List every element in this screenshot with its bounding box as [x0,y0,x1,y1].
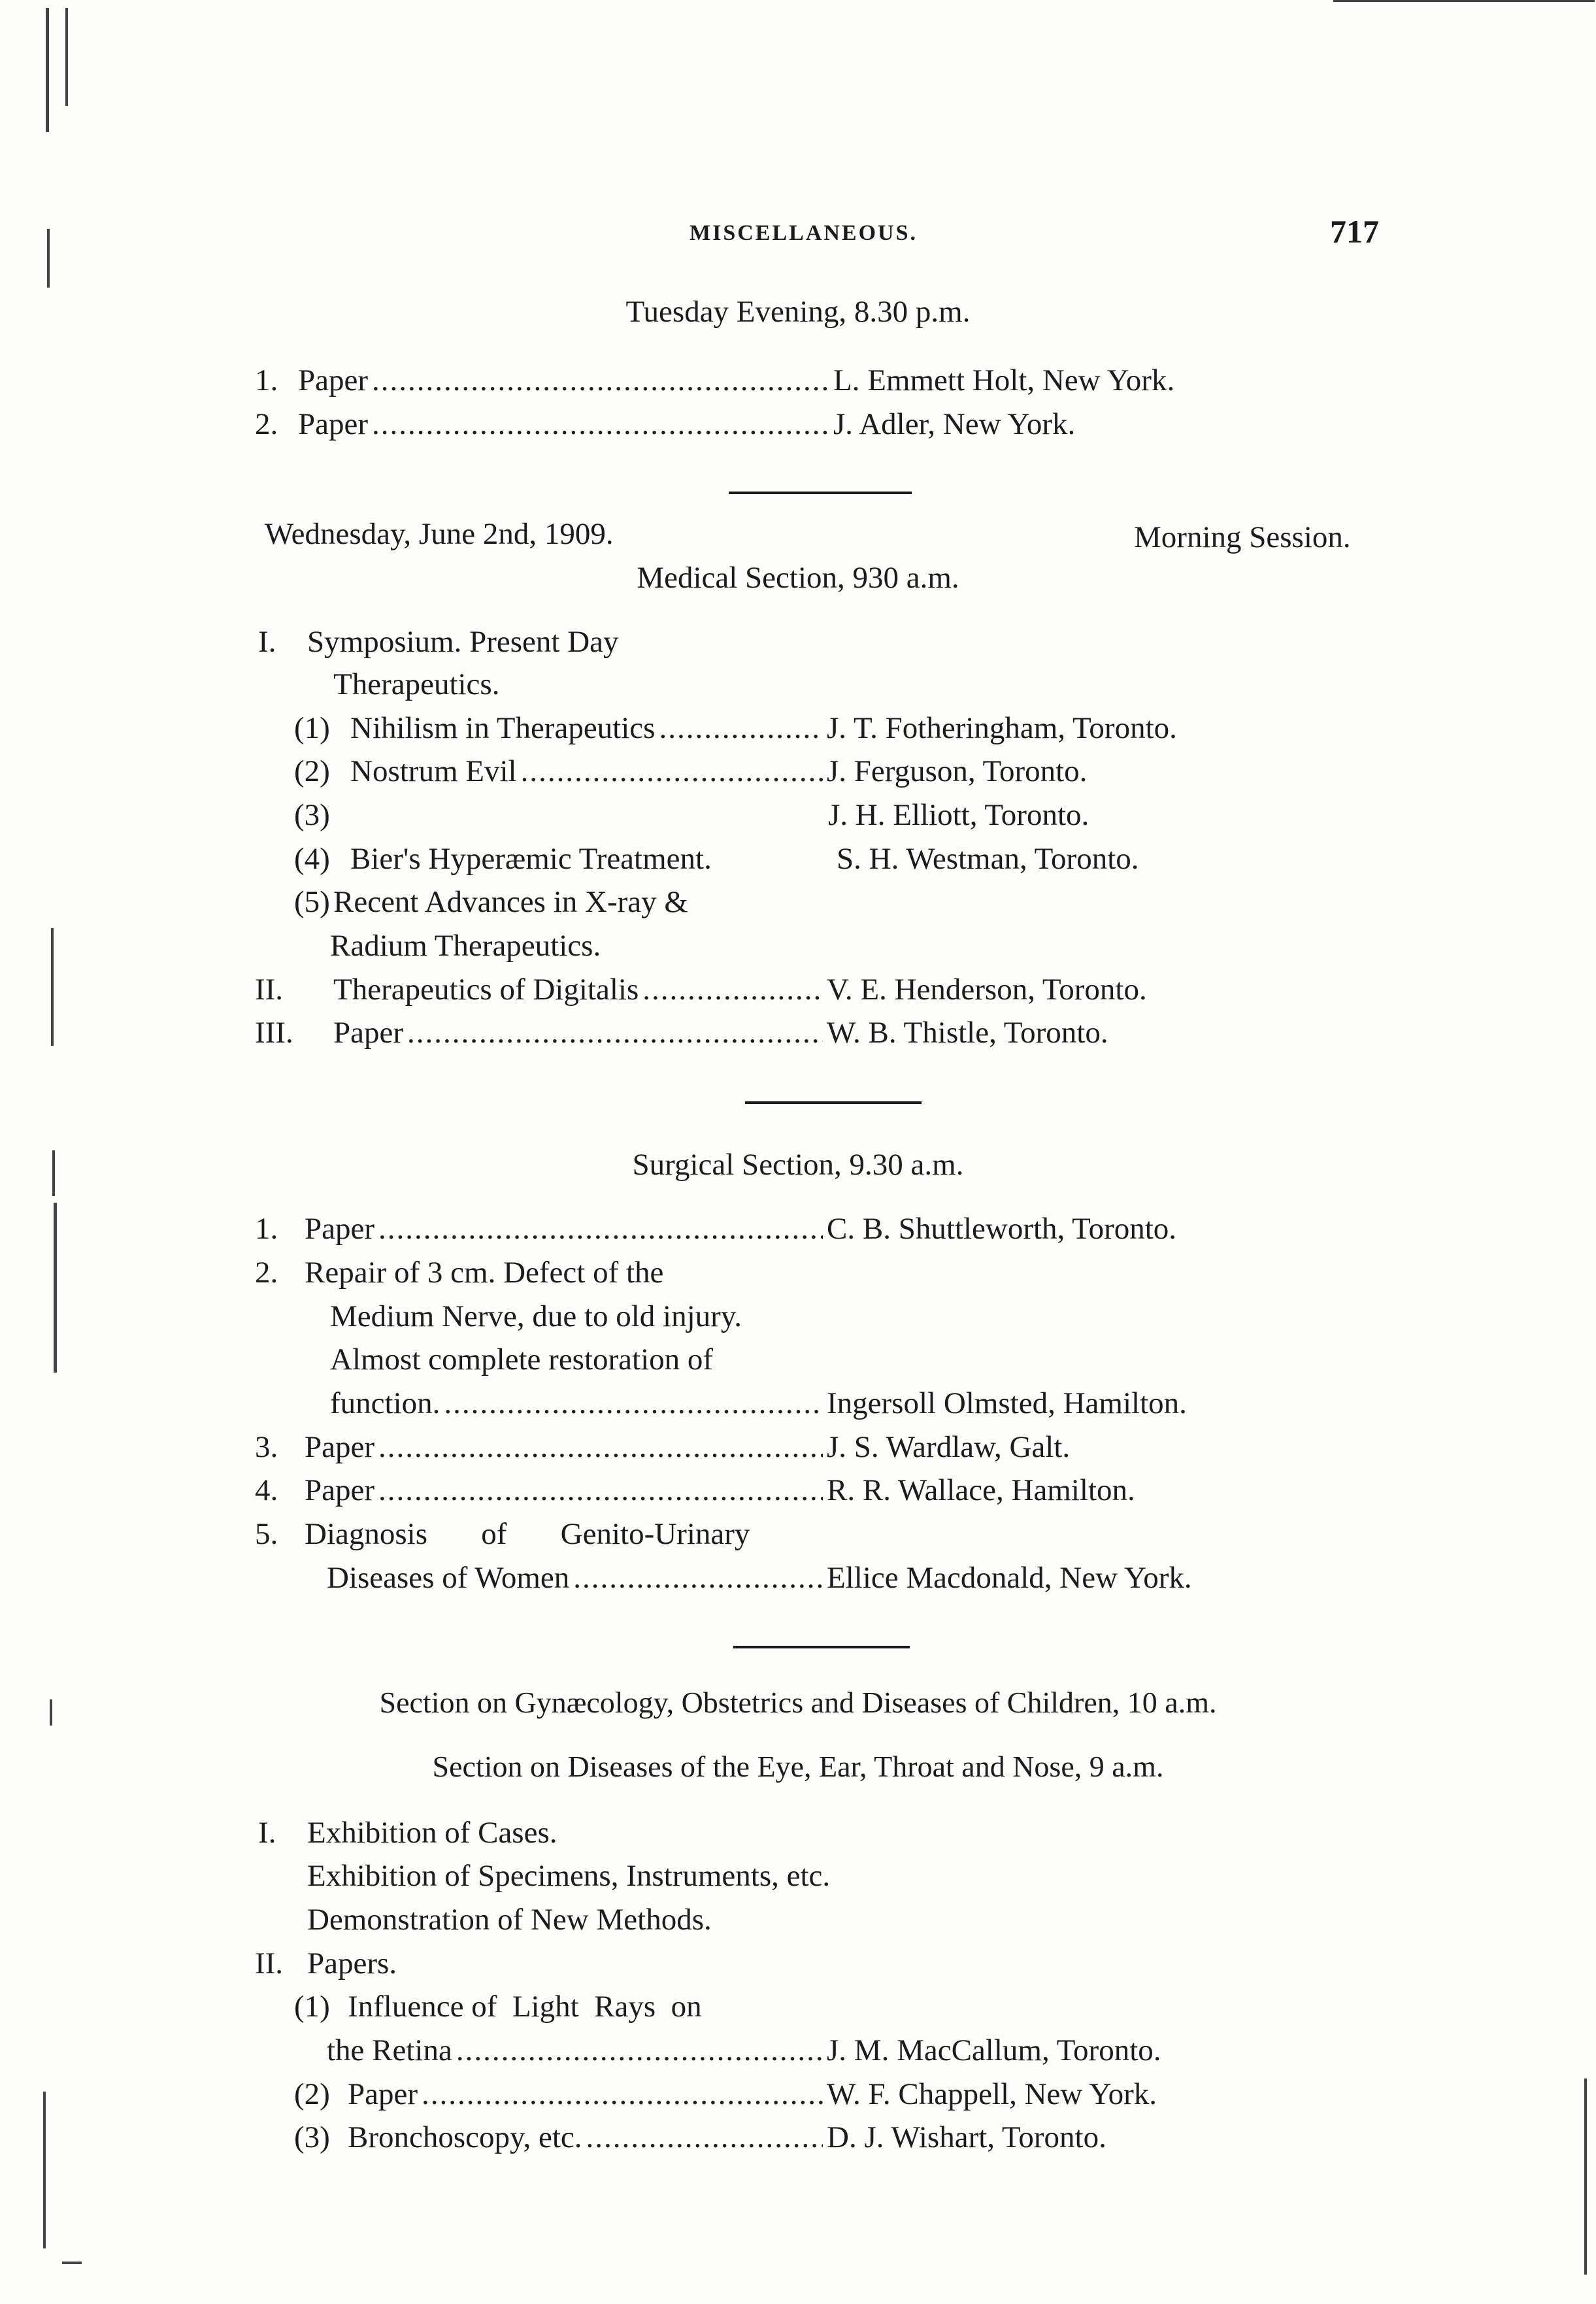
sub-number: (2) [294,754,330,788]
section-divider [745,1101,922,1104]
gynaecology-heading: Section on Gynæcology, Obstetrics and Diseases of Children, 10 a.m. [379,1686,1217,1719]
medical-section-heading: Medical Section, 930 a.m. [637,561,959,595]
sub-speaker: J. Ferguson, Toronto. [827,754,1088,788]
surgical-item-5-last [327,1560,1301,1599]
page-number: 717 [1330,213,1379,250]
medical-sub-5-num: (5) [294,885,330,919]
leader-dots [407,1015,823,1050]
leader-dots [456,2033,823,2068]
item-speaker: W. F. Chappell, New York. [827,2077,1157,2111]
item-number: 4. [255,1473,278,1507]
item-number: 3. [255,1430,278,1464]
eye-paper-2 [294,2077,1301,2116]
medical-sub-3-num: (3) [294,798,330,832]
medical-sub-5-title-cont: Radium Therapeutics. [330,929,601,963]
surgical-item-3 [255,1429,1301,1469]
item-speaker: V. E. Henderson, Toronto. [827,973,1147,1007]
running-head: MISCELLANEOUS. [690,221,918,245]
item-number: 1. [255,363,278,397]
tuesday-item-1 [255,363,1301,402]
wednesday-date: Wednesday, June 2nd, 1909. [265,517,614,551]
surgical-item-2-title-cont: Medium Nerve, due to old injury. [330,1299,742,1333]
leader-dots [372,407,829,442]
item-title: Diseases of Women [327,1561,570,1595]
eye-paper-1-title: Influence of Light Rays on [348,1990,702,2024]
item-speaker: J. M. MacCallum, Toronto. [827,2033,1161,2067]
eye-item-ii-line: Papers. [307,1946,397,1980]
sub-number: (1) [294,711,330,745]
surgical-item-5-num: 5. [255,1517,278,1551]
medical-sub-4-num: (4) [294,842,330,876]
medical-sub-2 [294,754,1301,793]
item-speaker: W. B. Thistle, Toronto. [827,1016,1108,1050]
item-speaker: J. Adler, New York. [833,407,1076,441]
item-title: Bronchoscopy, etc. [348,2120,582,2154]
section-divider [733,1646,910,1648]
surgical-item-5-title: Diagnosis of Genito-Urinary [305,1517,750,1551]
eye-item-ii-num: II. [255,1946,284,1980]
item-title: Paper [298,363,369,397]
leader-dots [573,1560,823,1595]
leader-dots [659,710,823,746]
sub-title: Nostrum Evil [350,754,517,788]
eye-paper-3 [294,2120,1301,2159]
tuesday-heading: Tuesday Evening, 8.30 p.m. [625,295,971,329]
eye-item-i-num: I. [258,1816,276,1850]
item-number: II. [255,973,284,1007]
item-number: 2. [255,407,278,441]
item-title: Paper [348,2077,418,2111]
leader-dots [444,1386,823,1421]
surgical-item-2-last [330,1386,1301,1425]
item-speaker: C. B. Shuttleworth, Toronto. [827,1212,1177,1246]
item-title: Paper [298,407,369,441]
eye-item-i-line: Exhibition of Specimens, Instruments, etc. [307,1859,831,1893]
item-title: Paper [305,1430,375,1464]
medical-item-i-title-cont: Therapeutics. [333,667,500,701]
item-speaker: J. S. Wardlaw, Galt. [827,1430,1071,1464]
item-number: (3) [294,2120,330,2154]
medical-sub-3-speaker: J. H. Elliott, Toronto. [828,798,1089,832]
section-divider [729,492,912,494]
item-title: function. [330,1386,441,1420]
leader-dots [378,1473,823,1508]
leader-dots [521,754,823,789]
item-title: the Retina [327,2033,452,2067]
eye-section-heading: Section on Diseases of the Eye, Ear, Throat and Nose, 9 a.m. [432,1750,1164,1783]
item-speaker: Ellice Macdonald, New York. [827,1561,1192,1595]
surgical-item-4 [255,1473,1301,1512]
item-title: Therapeutics of Digitalis [333,973,639,1007]
item-number: III. [255,1016,293,1050]
medical-sub-4-title: Bier's Hyperæmic Treatment. [350,842,712,876]
medical-sub-1 [294,710,1301,750]
tuesday-item-2 [255,407,1301,446]
surgical-section-heading: Surgical Section, 9.30 a.m. [632,1148,964,1182]
leader-dots [422,2077,823,2112]
session-label: Morning Session. [1134,520,1351,554]
medical-item-ii [255,972,1301,1011]
medical-item-i-title: Symposium. Present Day [307,625,619,659]
eye-paper-1-num: (1) [294,1990,330,2024]
eye-item-i-line: Demonstration of New Methods. [307,1903,712,1937]
leader-dots [372,363,829,398]
medical-sub-4-speaker: S. H. Westman, Toronto. [837,842,1139,876]
leader-dots [586,2120,823,2155]
sub-title: Nihilism in Therapeutics [350,711,656,745]
surgical-item-2-title-cont: Almost complete restoration of [330,1343,714,1377]
item-number: 1. [255,1212,278,1246]
item-number: (2) [294,2077,330,2111]
item-speaker: Ingersoll Olmsted, Hamilton. [827,1386,1187,1420]
leader-dots [378,1211,823,1246]
medical-item-i-num: I. [258,625,276,659]
leader-dots [378,1429,823,1465]
surgical-item-1 [255,1211,1301,1250]
item-title: Paper [305,1212,375,1246]
item-speaker: L. Emmett Holt, New York. [833,363,1175,397]
item-speaker: D. J. Wishart, Toronto. [827,2120,1106,2154]
medical-sub-5-title: Recent Advances in X-ray & [333,885,688,919]
item-speaker: R. R. Wallace, Hamilton. [827,1473,1135,1507]
surgical-item-2-num: 2. [255,1256,278,1290]
item-title: Paper [305,1473,375,1507]
medical-item-iii [255,1015,1301,1054]
eye-item-i-line: Exhibition of Cases. [307,1816,557,1850]
leader-dots [642,972,823,1007]
sub-speaker: J. T. Fotheringham, Toronto. [827,711,1177,745]
surgical-item-2-title: Repair of 3 cm. Defect of the [305,1256,664,1290]
item-title: Paper [333,1016,404,1050]
eye-paper-1-last [327,2033,1301,2072]
